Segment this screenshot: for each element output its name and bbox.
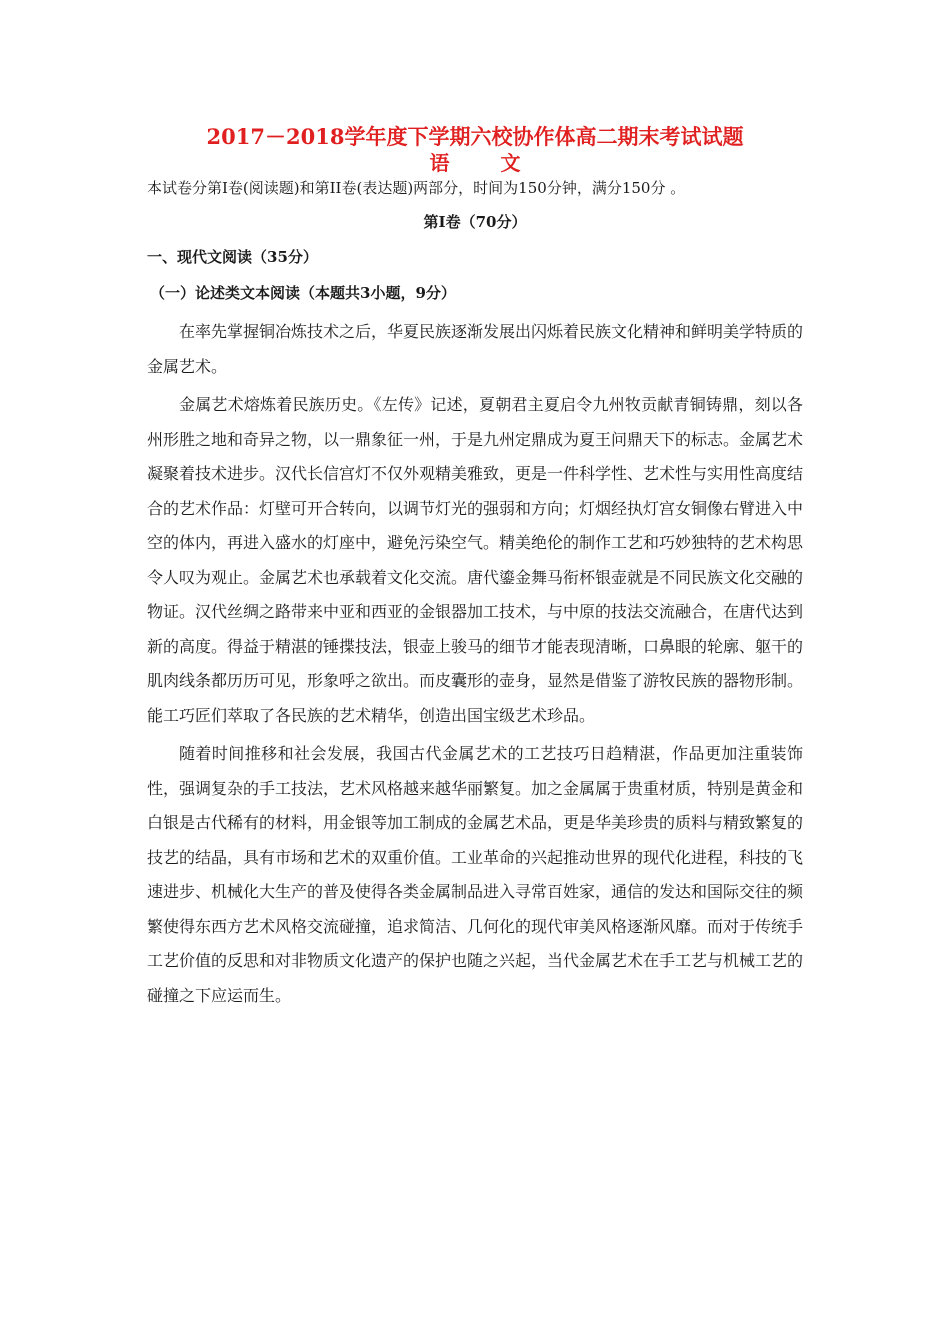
subject-title: 语 文 [429, 151, 543, 175]
section-heading: 一、现代文阅读（35分） [147, 248, 318, 266]
part-one-heading: 第Ⅰ卷（70分） [423, 213, 527, 231]
reading-passage [147, 315, 803, 1017]
subsection-heading: （一）论述类文本阅读（本题共3小题，9分） [150, 284, 456, 302]
passage-paragraph-2: 金属艺术熔炼着民族历史。《左传》记述，夏朝君主夏启令九州牧贡献青铜铸鼎，刻以各州形胜之地和奇异之物，以一鼎象征一州，于是九州定鼎成为夏王问鼎天下的标志。金属艺术凝聚着技术进步。汉代长信宫灯不仅外观精美雅致，更是一件科学性、艺术性与实用性高度结合的艺术作品：灯壁可开合转向，以调节灯光的强弱和方向；灯烟经执灯宫女铜像右臂进入中空的体内，再进入盛水的灯座中，避免污染空气。精美绝伦的制作工艺和巧妙独特的艺术构思令人叹为观止。金属艺术也承载着文化交流。唐代鎏金舞马衔杯银壶就是不同民族文化交融的物证。汉代丝绸之路带来中亚和西亚的金银器加工技术，与中原的技法交流融合，在唐代达到新的高度。得益于精湛的锤揲技法，银壶上骏马的细节才能表现清晰，口鼻眼的轮廓、躯干的肌肉线条都历历可见，形象呼之欲出。而皮囊形的壶身，显然是借鉴了游牧民族的器物形制。能工巧匠们萃取了各民族的艺术精华，创造出国宝级艺术珍品。 [147, 395, 804, 725]
passage-paragraph-1: 在率先掌握铜冶炼技术之后，华夏民族逐渐发展出闪烁着民族文化精神和鲜明美学特质的金属艺术。 [147, 322, 804, 376]
exam-instructions: 本试卷分第Ⅰ卷(阅读题)和第II卷(表达题)两部分，时间为150分钟，满分150分 。 [147, 179, 686, 197]
passage-paragraph-3: 随着时间推移和社会发展，我国古代金属艺术的工艺技巧日趋精湛，作品更加注重装饰性，强调复杂的手工技法，艺术风格越来越华丽繁复。加之金属属于贵重材质，特别是黄金和白银是古代稀有的材料，用金银等加工制成的金属艺术品，更是华美珍贵的质料与精致繁复的技艺的结晶，具有市场和艺术的双重价值。工业革命的兴起推动世界的现代化进程，科技的飞速进步、机械化大生产的普及使得各类金属制品进入寻常百姓家，通信的发达和国际交往的频繁使得东西方艺术风格交流碰撞，追求简洁、几何化的现代审美风格逐渐风靡。而对于传统手工艺价值的反思和对非物质文化遗产的保护也随之兴起，当代金属艺术在手工艺与机械工艺的碰撞之下应运而生。 [147, 744, 804, 1005]
exam-title: 2017－2018学年度下学期六校协作体高二期末考试试题 [206, 124, 744, 149]
